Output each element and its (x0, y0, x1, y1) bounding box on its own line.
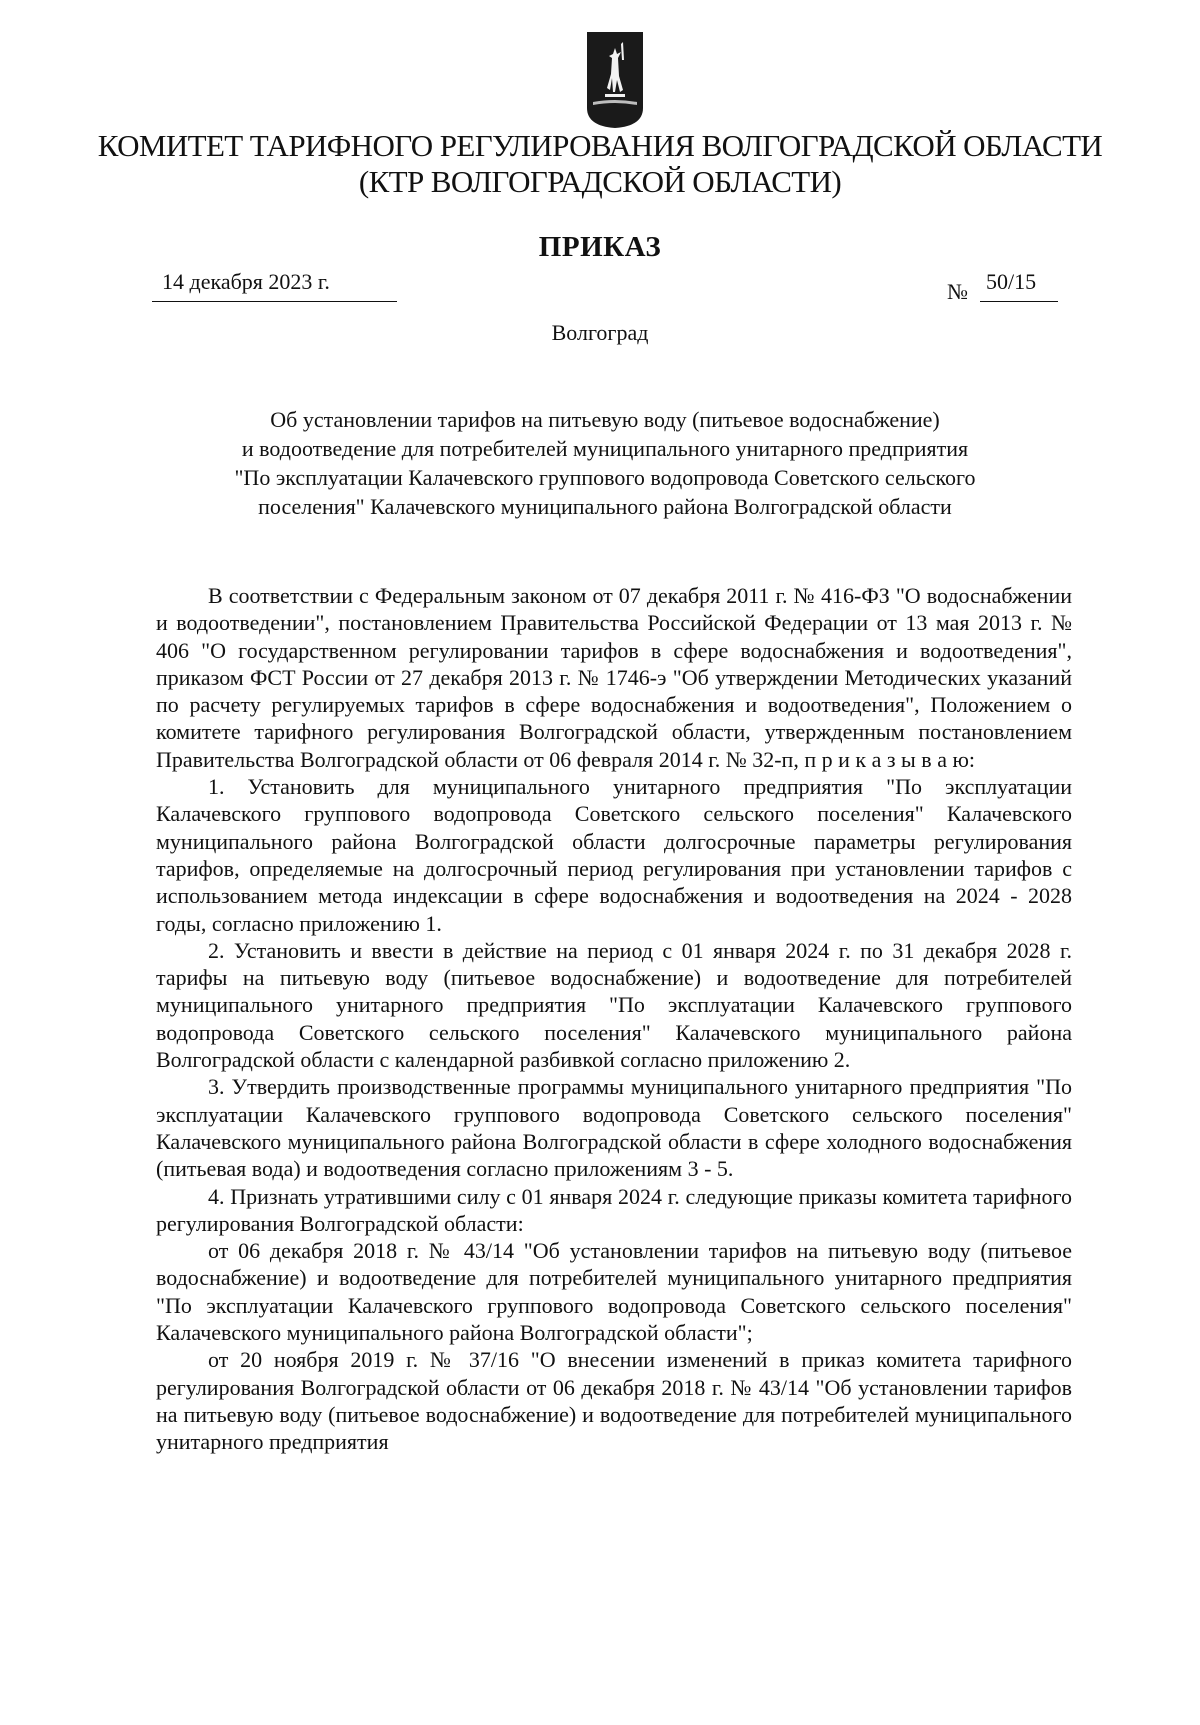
document-date: 14 декабря 2023 г. (162, 269, 330, 294)
repealed-order-2: от 20 ноября 2019 г. № 37/16 "О внесении изменений в приказ комитета тарифного регулирования Волгоградской области от 06 декабря 2018 г. № 43/14 "Об установлении тарифов на питьевую воду (питьевое водоснабжение) и водоотведение для потребителей муниципального унитарного предприятия (156, 1347, 1072, 1455)
subject-line: и водоотведение для потребителей муниципального унитарного предприятия (241, 436, 969, 461)
subject-line: "По эксплуатации Калачевского группового водопровода Советского сельского (234, 465, 976, 490)
document-number: 50/15 (986, 269, 1037, 294)
order-item-3: 3. Утвердить производственные программы муниципального унитарного предприятия "По эксплуатации Калачевского группового водопровода Советского сельского поселения" Калачевского муниципального района Волгоградской области в сфере холодного водоснабжения (питьевая вода) и водоотведения согласно приложениям 3 - 5. (156, 1074, 1072, 1182)
preamble-paragraph: В соответствии с Федеральным законом от 07 декабря 2011 г. № 416-ФЗ "О водоснабжении и водоотведении", постановлением Правительства Российской Федерации от 13 мая 2013 г. № 406 "О государственном регулировании тарифов в сфере водоснабжения и водоотведения", приказом ФСТ России от 27 декабря 2013 г. № 1746-э "Об утверждении Методических указаний по расчету регулируемых тарифов в сфере водоснабжения и водоотведения", Положением о комитете тарифного регулирования Волгоградской области, утвержденным постановлением Правительства Волгоградской области от 06 февраля 2014 г. № 32-п, п р и к а з ы в а ю: (156, 583, 1072, 772)
order-item-1: 1. Установить для муниципального унитарного предприятия "По эксплуатации Калачевского группового водопровода Советского сельского поселения" Калачевского муниципального района Волгоградской области долгосрочные параметры регулирования тарифов, определяемые на долгосрочный период регулирования при установлении тарифов с использованием метода индексации в сфере водоснабжения и водоотведения на 2024 - 2028 годы, согласно приложению 1. (156, 774, 1072, 936)
order-item-4: 4. Признать утратившими силу с 01 января 2024 г. следующие приказы комитета тарифного регулирования Волгоградской области: (156, 1183, 1072, 1236)
document-number-field (980, 269, 1058, 302)
number-label: № (947, 279, 968, 304)
order-item-2: 2. Установить и ввести в действие на период с 01 января 2024 г. по 31 декабря 2028 г. тарифы на питьевую воду (питьевое водоснабжение) и водоотведение для потребителей муниципального унитарного предприятия "По эксплуатации Калачевского группового водопровода Советского сельского поселения" Калачевского муниципального района Волгоградской области с календарной разбивкой согласно приложению 2. (156, 937, 1072, 1073)
document-date-field (152, 269, 397, 302)
organization-name: КОМИТЕТ ТАРИФНОГО РЕГУЛИРОВАНИЯ ВОЛГОГРАДСКОЙ ОБЛАСТИ (97, 128, 1103, 163)
document-city: Волгоград (551, 320, 649, 345)
organization-abbreviation: (КТР ВОЛГОГРАДСКОЙ ОБЛАСТИ) (358, 164, 842, 199)
subject-line: Об установлении тарифов на питьевую воду (питьевое водоснабжение) (270, 407, 940, 432)
subject-line: поселения" Калачевского муниципального района Волгоградской области (258, 494, 952, 519)
volgograd-coat-of-arms-icon (585, 30, 645, 130)
repealed-order-1: от 06 декабря 2018 г. № 43/14 "Об установлении тарифов на питьевую воду (питьевое водоснабжение) и водоотведение для потребителей муниципального унитарного предприятия "По эксплуатации Калачевского группового водопровода Советского сельского поселения" Калачевского муниципального района Волгоградской области"; (156, 1238, 1072, 1346)
document-type: ПРИКАЗ (538, 231, 662, 263)
document-subject (140, 405, 1070, 521)
document-body (156, 582, 1072, 1456)
